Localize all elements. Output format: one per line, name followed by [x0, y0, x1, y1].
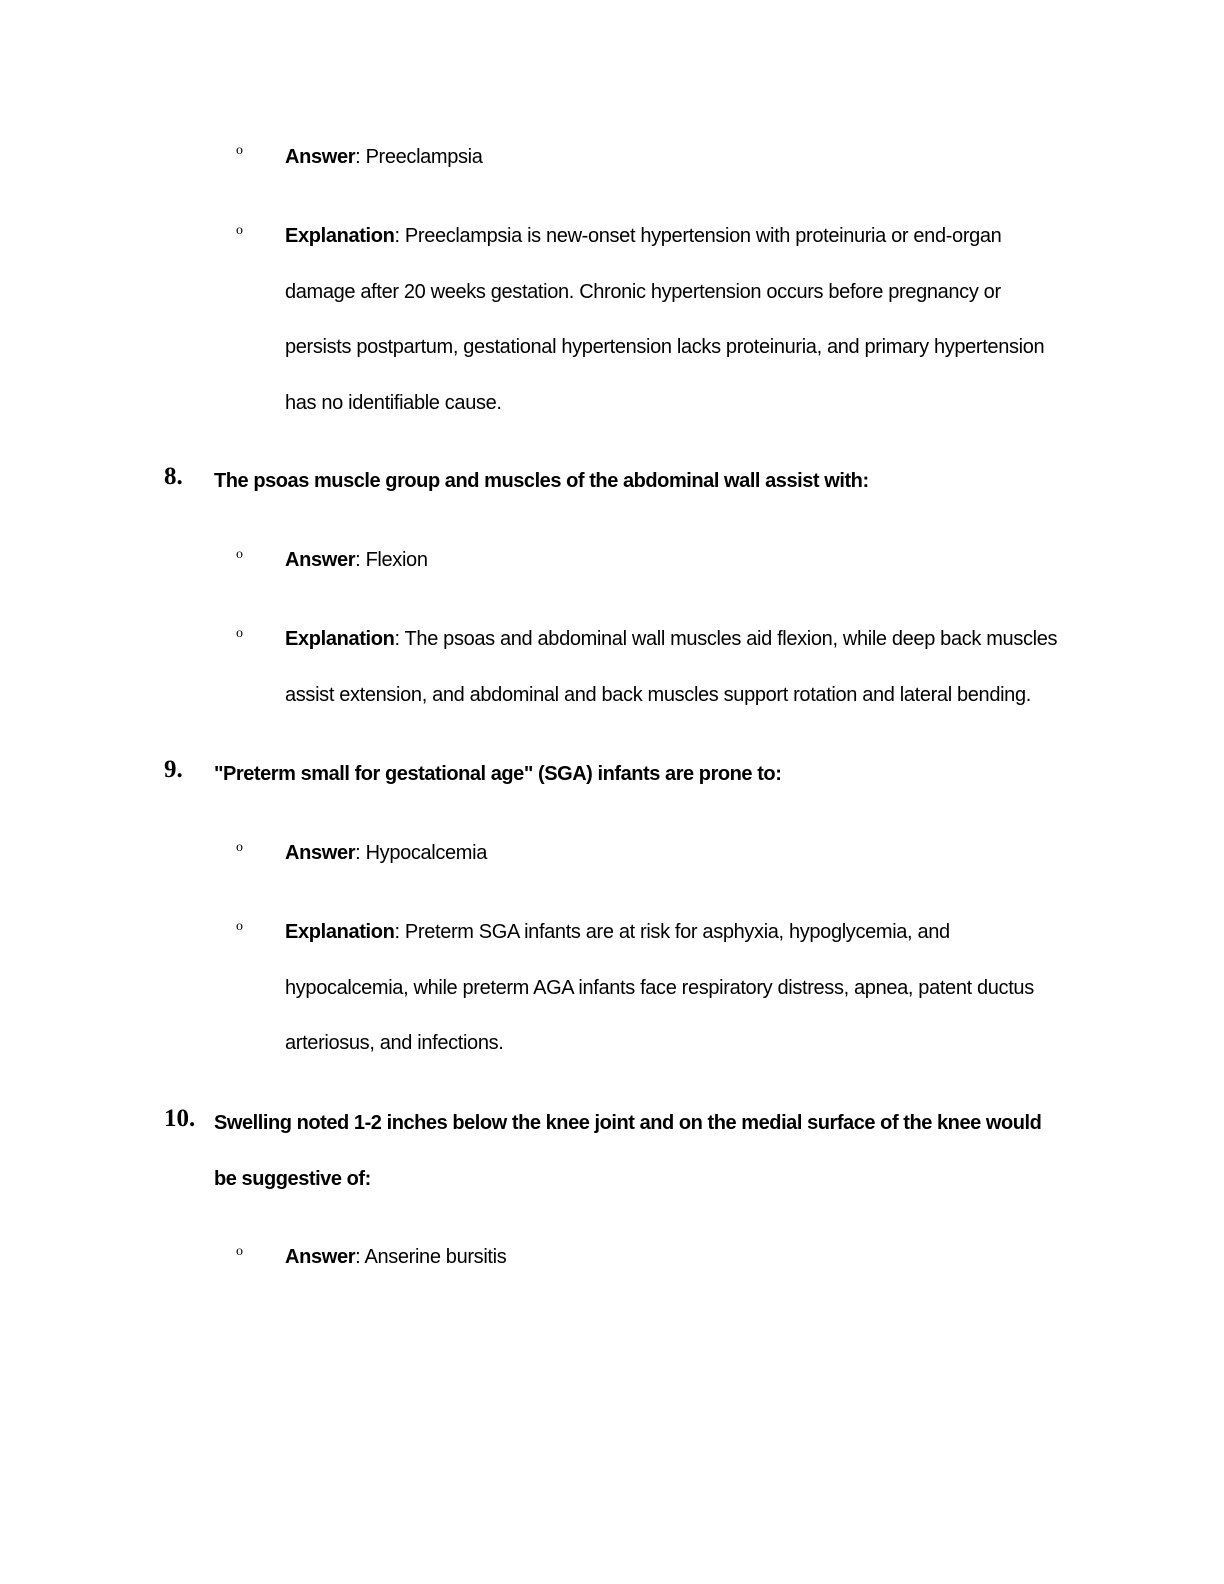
- explanation-line: damage after 20 weeks gestation. Chronic hypertension occurs before pregnancy or: [285, 280, 1001, 303]
- answer-value: : Flexion: [355, 549, 428, 571]
- question-text: [214, 1096, 1084, 1207]
- answer-label: Answer: [285, 842, 356, 864]
- question-line: be suggestive of:: [214, 1167, 371, 1190]
- explanation-line: hypocalcemia, while preterm AGA infants face respiratory distress, apnea, patent ductus: [285, 976, 1034, 999]
- item9-explanation: [285, 905, 1085, 1072]
- explanation-line: has no identifiable cause.: [285, 391, 502, 414]
- bullet-icon: o: [236, 547, 243, 562]
- explanation-line: assist extension, and abdominal and back muscles support rotation and lateral bending.: [285, 683, 1031, 706]
- bullet-icon: o: [236, 626, 243, 641]
- bullet-icon: o: [236, 919, 243, 934]
- explanation-label: Explanation: [285, 225, 395, 247]
- answer-value: : Anserine bursitis: [355, 1246, 507, 1268]
- item9-answer: [285, 826, 1085, 882]
- explanation-label: Explanation: [285, 628, 395, 650]
- answer-label: Answer: [285, 146, 356, 168]
- item8-explanation: [285, 612, 1085, 723]
- explanation-line: arteriosus, and infections.: [285, 1032, 504, 1054]
- question-line: Swelling noted 1-2 inches below the knee joint and on the medial surface of the knee would: [214, 1112, 1042, 1134]
- explanation-line: Explanation: Preterm SGA infants are at risk for asphyxia, hypoglycemia, and: [285, 921, 950, 943]
- answer-label: Answer: [285, 549, 356, 571]
- question-text: "Preterm small for gestational age" (SGA) infants are prone to:: [214, 763, 782, 785]
- question-number: 10.: [164, 1105, 196, 1132]
- question-text: The psoas muscle group and muscles of the abdominal wall assist with:: [214, 470, 869, 492]
- answer-label: Answer: [285, 1246, 356, 1268]
- explanation-label: Explanation: [285, 921, 395, 943]
- explanation-line: persists postpartum, gestational hypertension lacks proteinuria, and primary hypertension: [285, 336, 1045, 358]
- item7-explanation: [285, 209, 1085, 431]
- question-number: 9.: [164, 756, 183, 783]
- item8-answer: [285, 533, 1085, 589]
- answer-value: : Preeclampsia: [355, 146, 483, 168]
- bullet-icon: o: [236, 840, 243, 855]
- item7-answer: [285, 130, 1085, 186]
- explanation-line: Explanation: The psoas and abdominal wall muscles aid flexion, while deep back muscles: [285, 628, 1058, 650]
- question-number: 8.: [164, 463, 183, 490]
- bullet-icon: o: [236, 223, 243, 238]
- bullet-icon: o: [236, 1244, 243, 1259]
- item10-answer: [285, 1230, 1085, 1286]
- explanation-line: Explanation: Preeclampsia is new-onset hypertension with proteinuria or end-organ: [285, 225, 1002, 247]
- bullet-icon: o: [236, 143, 243, 158]
- answer-value: : Hypocalcemia: [355, 842, 487, 864]
